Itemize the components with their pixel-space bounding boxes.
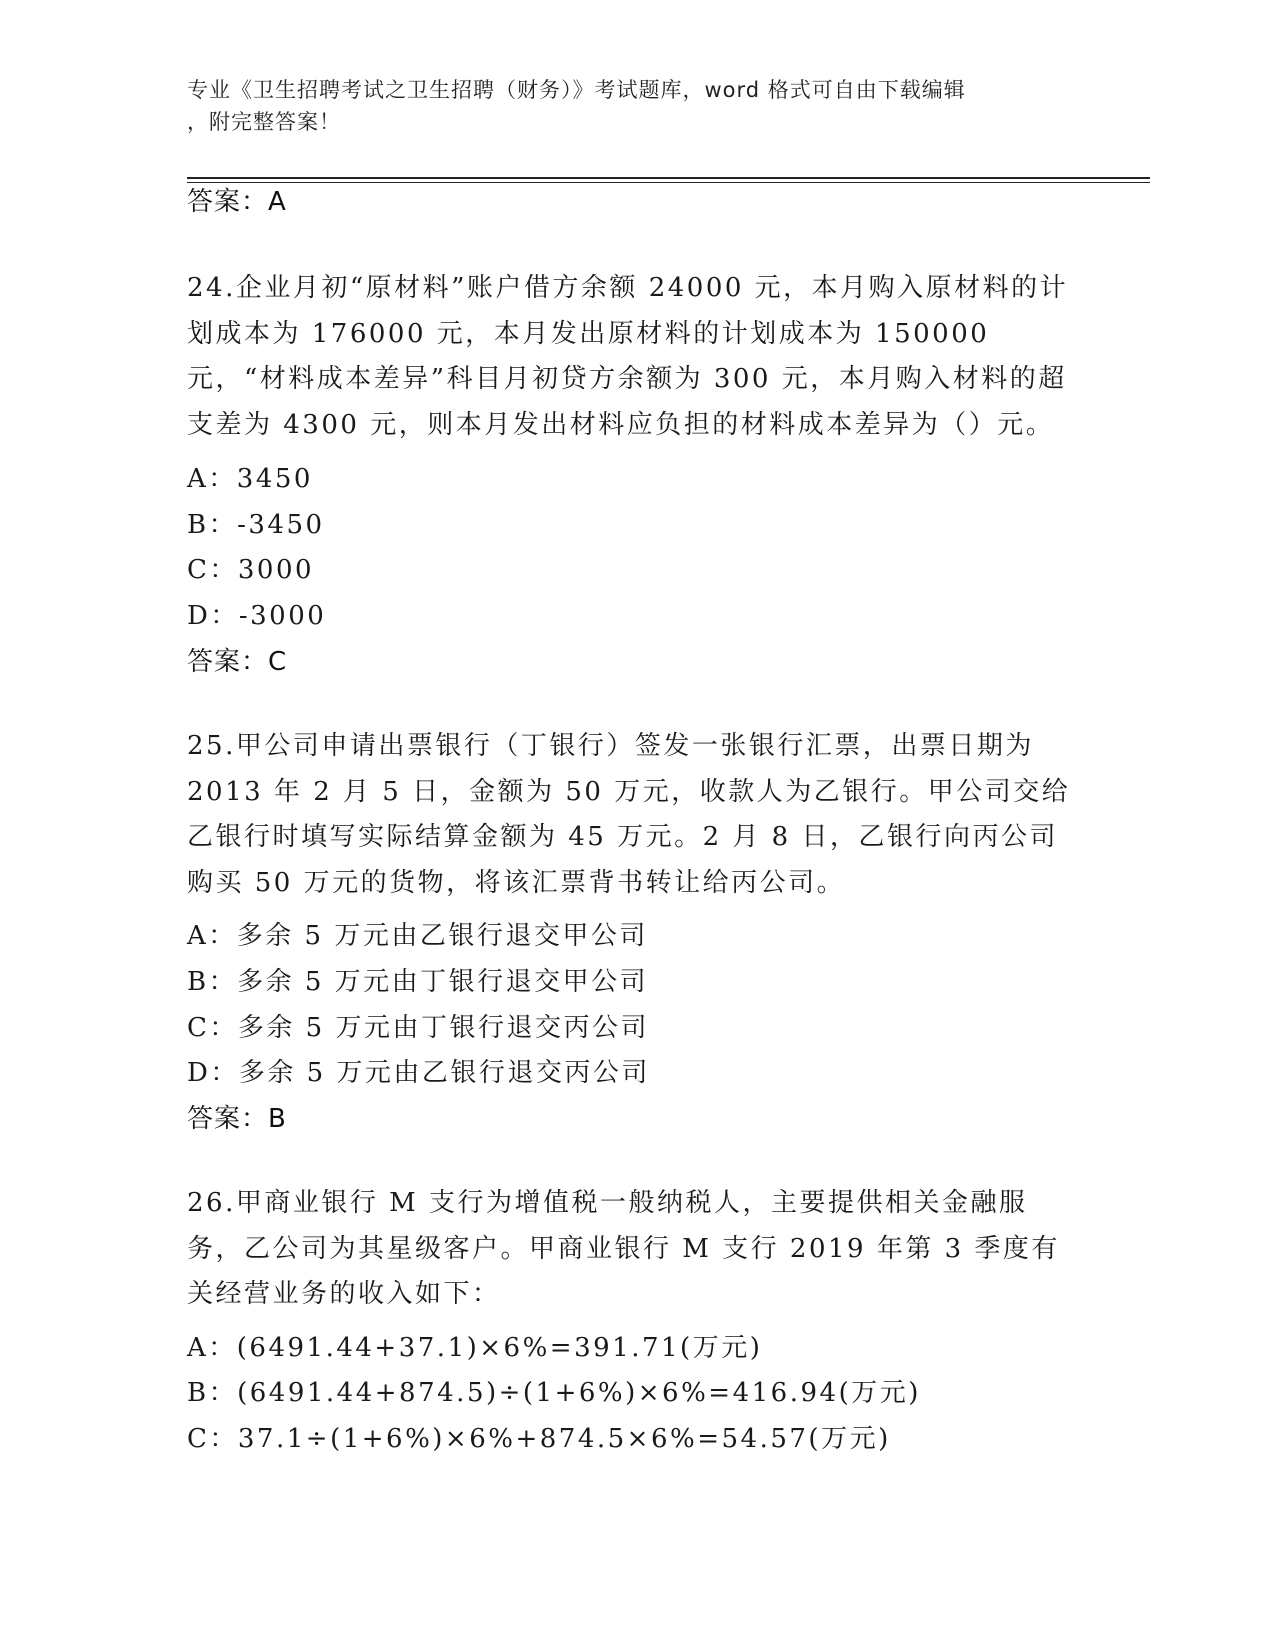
answer-23: 答案：A [187, 187, 287, 217]
option-25-c: C：多余 5 万元由丁银行退交丙公司 [187, 1013, 649, 1043]
question-25: 25.甲公司申请出票银行（丁银行）签发一张银行汇票，出票日期为 2013 年 2 月 5 日，金额为 50 万元，收款人为乙银行。甲公司交给乙银行时填写实际结算金额为 45 万元。2 月 8 日，乙银行向丙公司购买 50 万元的货物，将该汇票背书转让给丙公司。 [187, 731, 1071, 898]
header-divider-thin [187, 182, 1150, 183]
option-24-b: B：-3450 [187, 510, 325, 540]
option-26-a: A：(6491.44+37.1)×6%=391.71(万元) [187, 1333, 763, 1363]
answer-25: 答案：B [187, 1104, 287, 1134]
option-25-b: B：多余 5 万元由丁银行退交甲公司 [187, 967, 649, 997]
header-divider [187, 177, 1150, 179]
answer-24: 答案：C [187, 647, 288, 677]
option-24-a: A：3450 [187, 464, 313, 494]
option-24-c: C：3000 [187, 555, 315, 585]
option-25-a: A：多余 5 万元由乙银行退交甲公司 [187, 921, 648, 951]
option-26-b: B：(6491.44+874.5)÷(1+6%)×6%=416.94(万元) [187, 1378, 921, 1408]
option-26-c: C：37.1÷(1+6%)×6%+874.5×6%=54.57(万元) [187, 1424, 891, 1454]
question-24: 24.企业月初“原材料”账户借方余额 24000 元，本月购入原材料的计划成本为 176000 元，本月发出原材料的计划成本为 150000 元，“材料成本差异”科目月初贷方余额为 300 元，本月购入材料的超支差为 4300 元，则本月发出材料应负担的材料成本差异为（）元。 [187, 273, 1069, 440]
header-line-2: ，附完整答案！ [187, 110, 341, 134]
page-header [187, 74, 1087, 138]
option-24-d: D：-3000 [187, 601, 327, 631]
option-25-d: D：多余 5 万元由乙银行退交丙公司 [187, 1058, 650, 1088]
question-26: 26.甲商业银行 M 支行为增值税一般纳税人，主要提供相关金融服务，乙公司为其星级客户。甲商业银行 M 支行 2019 年第 3 季度有关经营业务的收入如下： [187, 1188, 1060, 1309]
header-line-1: 专业《卫生招聘考试之卫生招聘（财务）》考试题库，word 格式可自由下载编辑 [187, 78, 966, 102]
